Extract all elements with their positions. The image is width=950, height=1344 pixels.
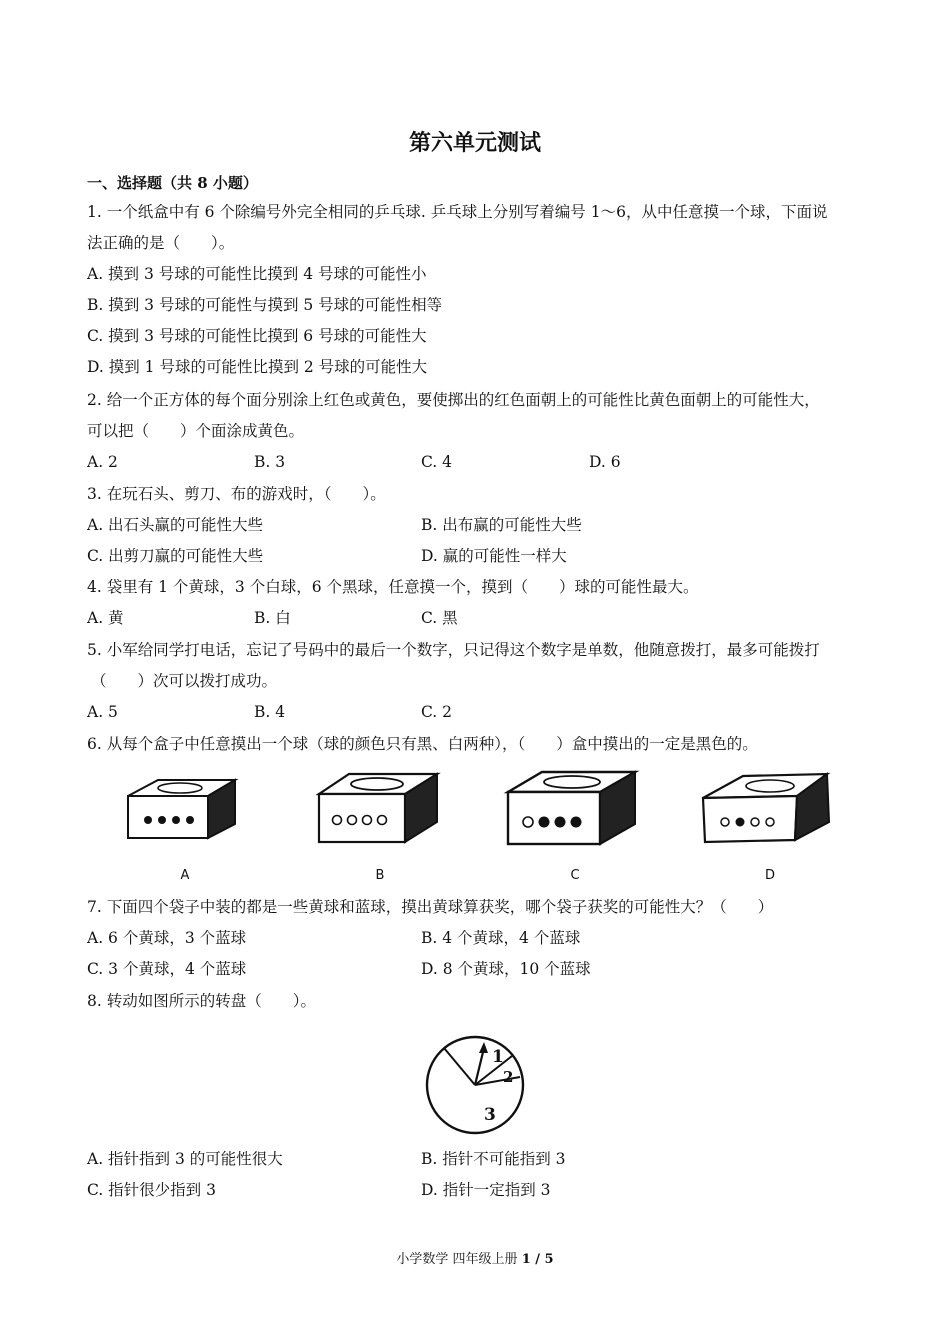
question-1-option-b: B. 摸到 3 号球的可能性与摸到 5 号球的可能性相等 xyxy=(87,296,443,314)
question-5-option-b: B. 4 xyxy=(254,703,286,721)
question-2-option-b: B. 3 xyxy=(254,453,286,471)
question-8-option-b: B. 指针不可能指到 3 xyxy=(421,1150,566,1168)
question-3-option-d: D. 赢的可能性一样大 xyxy=(421,547,567,565)
question-8-option-c: C. 指针很少指到 3 xyxy=(87,1181,216,1199)
question-2-text-cont: 可以把（ ）个面涂成黄色。 xyxy=(87,422,305,440)
question-5-option-c: C. 2 xyxy=(421,703,453,721)
box-d-figure xyxy=(695,768,845,868)
question-7-option-d: D. 8 个黄球，10 个蓝球 xyxy=(421,960,591,978)
question-1-option-c: C. 摸到 3 号球的可能性比摸到 6 号球的可能性大 xyxy=(87,327,427,345)
box-b-label: B xyxy=(375,868,385,883)
question-7-option-b: B. 4 个黄球，4 个蓝球 xyxy=(421,929,581,947)
question-3-option-c: C. 出剪刀赢的可能性大些 xyxy=(87,547,264,565)
page-title: 第六单元测试 xyxy=(408,130,541,156)
page-number: 1 / 5 xyxy=(521,1252,554,1267)
question-7-option-a: A. 6 个黄球，3 个蓝球 xyxy=(87,929,247,947)
question-1-option-a: A. 摸到 3 号球的可能性比摸到 4 号球的可能性小 xyxy=(87,265,427,283)
page-footer xyxy=(0,1248,950,1267)
spinner-figure xyxy=(420,1030,530,1140)
question-8-text: 8. 转动如图所示的转盘（ ）。 xyxy=(87,992,316,1010)
footer-text: 小学数学 四年级上册 xyxy=(396,1252,518,1267)
box-a-label: A xyxy=(180,868,190,883)
box-d-label: D xyxy=(764,868,775,883)
box-b-figure xyxy=(305,768,455,868)
question-4-option-c: C. 黑 xyxy=(421,609,458,627)
spinner-label-1: 1 xyxy=(492,1047,504,1067)
question-3-option-a: A. 出石头赢的可能性大些 xyxy=(87,516,264,534)
spinner-label-2: 2 xyxy=(503,1068,514,1086)
question-4-option-a: A. 黄 xyxy=(87,609,124,627)
question-5-option-a: A. 5 xyxy=(87,703,118,721)
question-3-text: 3. 在玩石头、剪刀、布的游戏时，（ ）。 xyxy=(87,485,386,503)
question-2-text: 2. 给一个正方体的每个面分别涂上红色或黄色，要使掷出的红色面朝上的可能性比黄色面朝上的可能性大， xyxy=(87,391,820,409)
question-8-option-d: D. 指针一定指到 3 xyxy=(421,1181,551,1199)
question-2-option-c: C. 4 xyxy=(421,453,453,471)
box-a-figure xyxy=(110,768,260,868)
question-1-option-d: D. 摸到 1 号球的可能性比摸到 2 号球的可能性大 xyxy=(87,358,428,376)
box-c-figure xyxy=(500,768,650,868)
question-4-option-b: B. 白 xyxy=(254,609,291,627)
question-7-text: 7. 下面四个袋子中装的都是一些黄球和蓝球，摸出黄球算获奖，哪个袋子获奖的可能性大？（ ） xyxy=(87,898,774,916)
question-6-text: 6. 从每个盒子中任意摸出一个球（球的颜色只有黑、白两种），（ ）盒中摸出的一定是黑色的。 xyxy=(87,735,758,753)
question-2-option-a: A. 2 xyxy=(87,453,118,471)
question-3-option-b: B. 出布赢的可能性大些 xyxy=(421,516,582,534)
question-4-text: 4. 袋里有 1 个黄球，3 个白球，6 个黑球，任意摸一个，摸到（ ）球的可能性最大。 xyxy=(87,578,699,596)
question-2-option-d: D. 6 xyxy=(589,453,621,471)
question-1-text: 1. 一个纸盒中有 6 个除编号外完全相同的乒乓球. 乒乓球上分别写着编号 1～6，从中任意摸一个球，下面说 xyxy=(87,203,828,221)
question-8-option-a: A. 指针指到 3 的可能性很大 xyxy=(87,1150,283,1168)
question-5-text-cont: （ ）次可以拨打成功。 xyxy=(91,672,278,690)
question-7-option-c: C. 3 个黄球，4 个蓝球 xyxy=(87,960,247,978)
box-c-label: C xyxy=(570,868,580,883)
box-figures xyxy=(110,768,850,888)
question-5-text: 5. 小军给同学打电话，忘记了号码中的最后一个数字，只记得这个数字是单数，他随意拨打，最多可能拨打 xyxy=(87,641,820,659)
question-1-text-cont: 法正确的是（ ）。 xyxy=(87,234,235,252)
spinner-label-3: 3 xyxy=(484,1105,496,1125)
section-heading: 一、选择题（共 8 小题） xyxy=(87,174,258,192)
